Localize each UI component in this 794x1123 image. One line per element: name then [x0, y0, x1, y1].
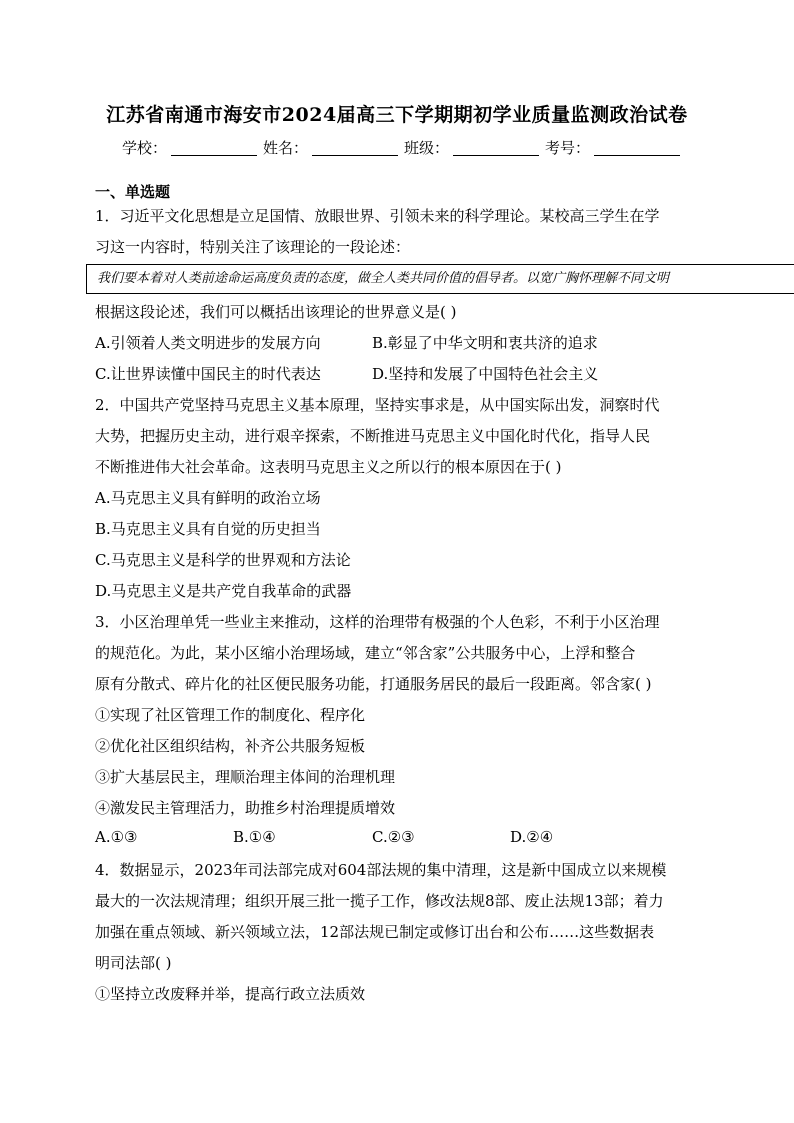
q3-line-2: 的规范化。为此，某小区缩小治理场域，建立“邻含家”公共服务中心，上浮和整合 — [95, 644, 636, 662]
q2-option-b: B.马克思主义具有自觉的历史担当 — [95, 520, 321, 538]
q3-option-b: B.①④ — [233, 828, 276, 846]
q3-statement-2: ②优化社区组织结构，补齐公共服务短板 — [95, 737, 366, 755]
class-field — [404, 137, 543, 158]
exam-title: 江苏省南通市海安市2024届高三下学期期初学业质量监测政治试卷 — [106, 104, 688, 126]
number-field — [545, 137, 684, 158]
school-blank — [171, 141, 257, 156]
q1-line-3: 根据这段论述，我们可以概括出该理论的世界意义是( ) — [95, 303, 457, 321]
q3-statement-3: ③扩大基层民主，理顺治理主体间的治理机理 — [95, 768, 396, 786]
q3-option-a: A.①③ — [95, 828, 138, 846]
class-blank — [453, 141, 539, 156]
student-info-row — [122, 137, 686, 158]
name-blank — [312, 141, 398, 156]
q2-line-1: 2．中国共产党坚持马克思主义基本原理，坚持实事求是，从中国实际出发，洞察时代 — [95, 396, 660, 414]
q4-line-2: 最大的一次法规清理；组织开展三批一揽子工作，修改法规8部、废止法规13部；着力 — [95, 892, 664, 910]
q3-line-1: 3．小区治理单凭一些业主来推动，这样的治理带有极强的个人色彩，不利于小区治理 — [95, 613, 660, 631]
q1-option-c: C.让世界读懂中国民主的时代表达 — [95, 365, 321, 383]
school-field — [122, 137, 261, 158]
section-heading: 一、单选题 — [95, 183, 171, 201]
q3-statement-4: ④激发民主管理活力，助推乡村治理提质增效 — [95, 799, 396, 817]
q4-statement-1: ①坚持立改废释并举，提高行政立法质效 — [95, 985, 366, 1003]
q4-line-3: 加强在重点领域、新兴领域立法，12部法规已制定或修订出台和公布……这些数据表 — [95, 923, 655, 941]
q1-line-1: 1．习近平文化思想是立足国情、放眼世界、引领未来的科学理论。某校高三学生在学 — [95, 207, 660, 225]
q1-option-b: B.彰显了中华文明和衷共济的追求 — [372, 334, 598, 352]
q1-line-2: 习这一内容时，特别关注了该理论的一段论述： — [95, 238, 411, 256]
q4-line-4: 明司法部( ) — [95, 954, 172, 972]
q2-option-d: D.马克思主义是共产党自我革命的武器 — [95, 582, 352, 600]
q3-option-c: C.②③ — [372, 828, 415, 846]
q1-option-d: D.坚持和发展了中国特色社会主义 — [372, 365, 599, 383]
name-label: 姓名： — [263, 139, 309, 157]
q2-option-a: A.马克思主义具有鲜明的政治立场 — [95, 489, 321, 507]
q1-quote-box: 我们要本着对人类前途命运高度负责的态度，做全人类共同价值的倡导者。以宽广胸怀理解不同文明 — [86, 264, 794, 294]
q1-option-a: A.引领着人类文明进步的发展方向 — [95, 334, 321, 352]
q3-statement-1: ①实现了社区管理工作的制度化、程序化 — [95, 706, 366, 724]
q3-option-d: D.②④ — [510, 828, 554, 846]
name-field — [263, 137, 402, 158]
number-blank — [594, 141, 680, 156]
q4-line-1: 4．数据显示，2023年司法部完成对604部法规的集中清理，这是新中国成立以来规模 — [95, 861, 667, 879]
q2-line-3: 不断推进伟大社会革命。这表明马克思主义之所以行的根本原因在于( ) — [95, 458, 562, 476]
number-label: 考号： — [545, 139, 591, 157]
q2-option-c: C.马克思主义是科学的世界观和方法论 — [95, 551, 351, 569]
q2-line-2: 大势，把握历史主动，进行艰辛探索，不断推进马克思主义中国化时代化，指导人民 — [95, 427, 651, 445]
school-label: 学校： — [122, 139, 168, 157]
class-label: 班级： — [404, 139, 450, 157]
q3-line-3: 原有分散式、碎片化的社区便民服务功能，打通服务居民的最后一段距离。邻含家( ) — [95, 675, 652, 693]
